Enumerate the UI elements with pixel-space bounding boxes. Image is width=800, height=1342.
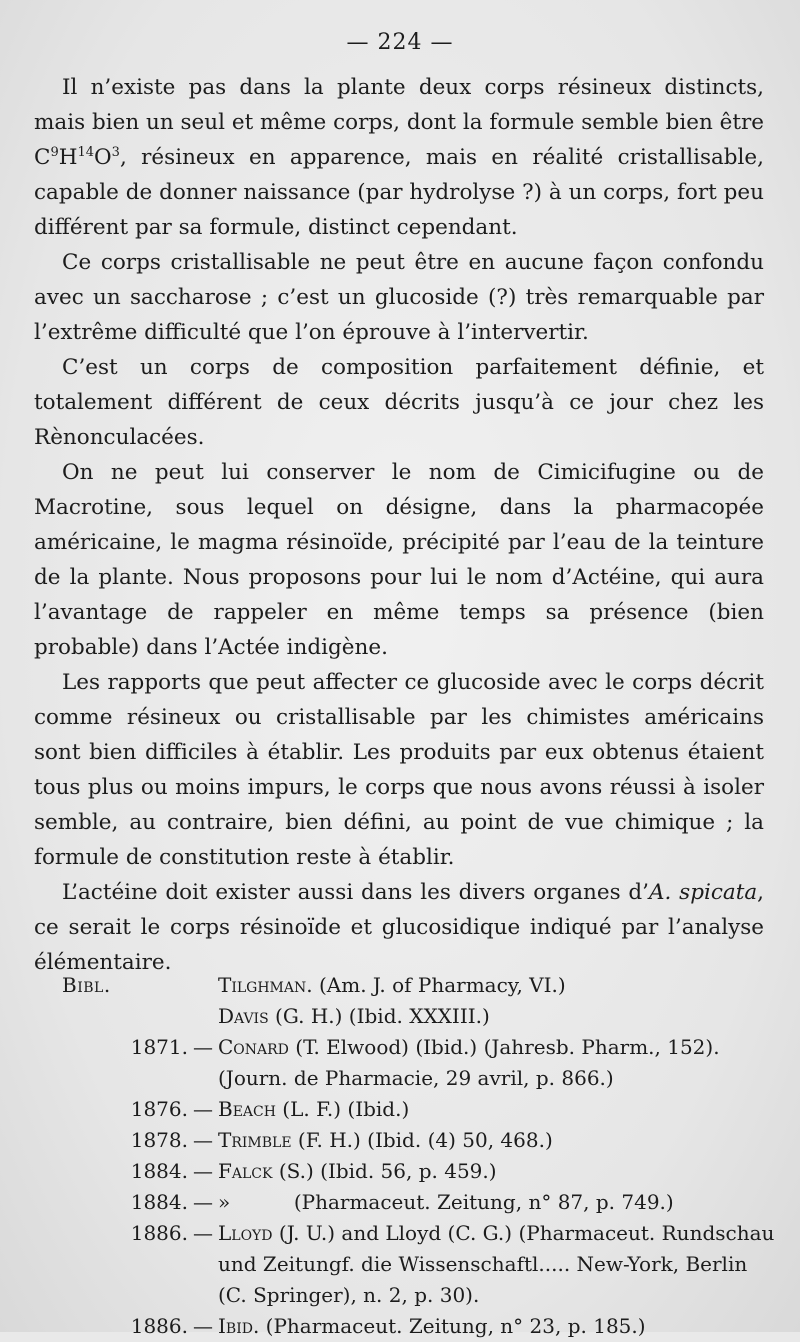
entry-year [126,970,188,1001]
entry-details: (J. U.) and Lloyd (C. G.) (Pharmaceut. Rundschau und Zeitungf. die Wissenschaftl..... New-York, Berlin (C. Springer), n. 2, p. 30). [218,1221,781,1307]
paragraph-5: Les rapports que peut affecter ce glucoside avec le corps décrit comme résineux ou cristallisable par les chimistes américains sont bien difficiles à établir. Les produits par eux obtenus étaient tous plus ou moins impurs, le corps que nous avons réussi à isoler semble, au contraire, bien défini, au point de vue chimique ; la formule de constitution reste à établir. [34,670,764,870]
entry-text [218,1156,776,1187]
entry-dash: — [193,1035,213,1059]
entry-year: 1876. [130,1097,188,1121]
entry-author: Trimble [218,1128,292,1152]
entry-text [218,1032,776,1094]
entry-year: 1886. [130,1314,188,1338]
entry-dash: — [193,1097,213,1121]
bibliography-label: Bibl. [62,973,111,997]
body-text [34,70,764,980]
paragraph-1 [34,70,764,245]
entry-author: Davis [218,1004,269,1028]
entry-year [126,1001,188,1032]
entry-text [218,1311,776,1342]
entry-details: (F. H.) (Ibid. (4) 50, 468.) [291,1128,553,1152]
bibliography-entry [126,1311,776,1342]
entry-text [218,1218,781,1311]
entry-dash: — [193,1159,213,1183]
paragraph-1-end: , résineux en apparence, mais en réalité cristallisable, capable de donner naissance (par hydrolyse ?) à un corps, fort peu différent par sa formule, distinct cependant. [34,145,764,240]
bibliography-entry [126,1001,776,1032]
paragraph-4: On ne peut lui conserver le nom de Cimicifugine ou de Macrotine, sous lequel on désigne, dans la pharmacopée américaine, le magma résinoïde, précipité par l’eau de la teinture de la plante. Nous proposons pour lui le nom d’Actéine, qui aura l’avantage de rappeler en même temps sa présence (bien probable) dans l’Actée indigène. [34,460,764,660]
entry-text [218,1125,776,1156]
entry-year: 1878. [130,1128,188,1152]
chemical-formula: $C^9H^{14}O^3$ [34,144,120,170]
entry-details: (G. H.) (Ibid. XXXIII.) [268,1004,490,1028]
entry-details: (Pharmaceut. Zeitung, n° 23, p. 185.) [259,1314,646,1338]
bibliography-entry [126,1218,781,1311]
bibliography-entry [126,1094,776,1125]
entry-text [218,970,776,1001]
entry-dash [188,970,218,1001]
paragraph-2: Ce corps cristallisable ne peut être en aucune façon confondu avec un saccharose ; c’est un glucoside (?) très remarquable par l’extrême difficulté que l’on éprouve à l’intervertir. [34,250,764,345]
entry-year: 1886. [130,1221,188,1245]
entry-text [218,1001,776,1032]
bibliography-entry [126,970,776,1001]
entry-dash: — [193,1128,213,1152]
entry-details: (S.) (Ibid. 56, p. 459.) [272,1159,497,1183]
entry-author: » [218,1190,231,1214]
entry-details: (Am. J. of Pharmacy, VI.) [312,973,566,997]
entry-details: (Pharmaceut. Zeitung, n° 87, p. 749.) [230,1190,674,1214]
page-number: — 224 — [346,30,454,55]
paragraph-3: C’est un corps de composition parfaitement définie, et totalement différent de ceux décrits jusqu’à ce jour chez les Rènonculacées. [34,355,764,450]
entry-dash: — [193,1190,213,1214]
entry-year: 1884. [130,1159,188,1183]
entry-author: Tilghman. [218,973,313,997]
entry-author: Conard [218,1035,289,1059]
entry-text [218,1187,776,1218]
bibliography-list [126,970,781,1342]
bibliography-entry [126,1156,776,1187]
entry-author: Lloyd [218,1221,273,1245]
paragraph-1-start: Il n’existe pas dans la plante deux corps résineux distincts, mais bien un seul et même corps, dont la formule semble bien être [34,75,764,135]
entry-dash: — [193,1314,213,1338]
entry-year: 1884. [130,1190,188,1214]
entry-author: Ibid. [218,1314,260,1338]
bibliography-entry [126,1125,776,1156]
entry-dash: — [193,1221,213,1245]
entry-continuation: (Journ. de Pharmacie, 29 avril, p. 866.) [218,1066,614,1090]
entry-details: (T. Elwood) (Ibid.) (Jahresb. Pharm., 152). [288,1035,720,1059]
entry-details: (L. F.) (Ibid.) [275,1097,410,1121]
species-name: A. spicata [649,880,758,905]
entry-author: Beach [218,1097,276,1121]
bibliography-entry [126,1032,776,1094]
entry-text [218,1094,776,1125]
entry-dash [188,1001,218,1032]
entry-year: 1871. [130,1035,188,1059]
entry-author: Falck [218,1159,273,1183]
bibliography-entry [126,1187,776,1218]
paragraph-6: L’actéine doit exister aussi dans les divers organes d’A. spicata, ce serait le corps résinoïde et glucosidique indiqué par l’analyse élémentaire. [34,880,765,975]
